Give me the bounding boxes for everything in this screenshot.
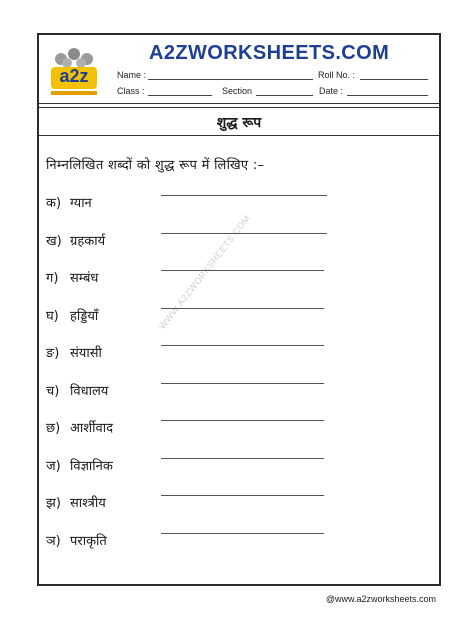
- answer-line[interactable]: [161, 383, 324, 384]
- date-label: Date :: [319, 86, 344, 96]
- item-label: छ): [46, 421, 61, 436]
- date-field[interactable]: [347, 95, 428, 96]
- item-word: ग्यान: [70, 196, 92, 211]
- class-field[interactable]: [148, 95, 212, 96]
- answer-line[interactable]: [161, 195, 327, 196]
- header-divider-second: [39, 107, 439, 108]
- section-label: Section: [222, 86, 253, 96]
- answer-line[interactable]: [161, 270, 324, 271]
- answer-line[interactable]: [161, 233, 327, 234]
- answer-line[interactable]: [161, 345, 324, 346]
- title-divider: [39, 135, 439, 136]
- item-label: च): [46, 384, 60, 399]
- item-label: ङ): [46, 346, 60, 361]
- item-label: घ): [46, 309, 59, 324]
- item-label: ञ): [46, 534, 61, 549]
- item-word: आर्शीवाद: [70, 421, 113, 436]
- brand-title: A2ZWORKSHEETS.COM: [149, 42, 390, 64]
- name-label: Name :: [117, 70, 147, 80]
- worksheet-title: शुद्ध रूप: [216, 115, 262, 131]
- roll-no-field[interactable]: [360, 79, 428, 80]
- answer-line[interactable]: [161, 533, 324, 534]
- item-label: क): [46, 196, 62, 211]
- item-label: ख): [46, 234, 62, 249]
- answer-line[interactable]: [161, 458, 324, 459]
- item-word: संयासी: [70, 346, 102, 361]
- item-word: विज्ञानिक: [70, 459, 113, 474]
- section-field[interactable]: [256, 95, 313, 96]
- watermark-text: WWW.A2ZWORKSHEETS.COM: [157, 213, 253, 332]
- item-word: ग्रहकार्य: [70, 234, 106, 249]
- item-word: सम्बंध: [70, 271, 99, 286]
- logo-text: a2z: [59, 66, 89, 86]
- item-word: साश्त्रीय: [70, 496, 106, 511]
- roll-no-label: Roll No. :: [318, 70, 356, 80]
- item-word: हड्डियाँ: [70, 309, 99, 324]
- answer-line[interactable]: [161, 495, 324, 496]
- a2z-logo: [47, 45, 101, 99]
- worksheet-header: [39, 35, 439, 103]
- footer-website: @www.a2zworksheets.com: [325, 594, 436, 604]
- item-word: विधालय: [70, 384, 109, 399]
- class-label: Class :: [117, 86, 145, 96]
- item-label: झ): [46, 496, 61, 511]
- name-field[interactable]: [148, 79, 313, 80]
- worksheet-page: [37, 33, 441, 586]
- item-label: ग): [46, 271, 59, 286]
- item-label: ज): [46, 459, 61, 474]
- item-word: पराकृति: [70, 534, 107, 549]
- answer-line[interactable]: [161, 308, 324, 309]
- instruction-text: निम्नलिखित शब्दों को शुद्ध रूप में लिखिए :–: [46, 158, 265, 173]
- header-divider: [39, 103, 439, 104]
- answer-line[interactable]: [161, 420, 324, 421]
